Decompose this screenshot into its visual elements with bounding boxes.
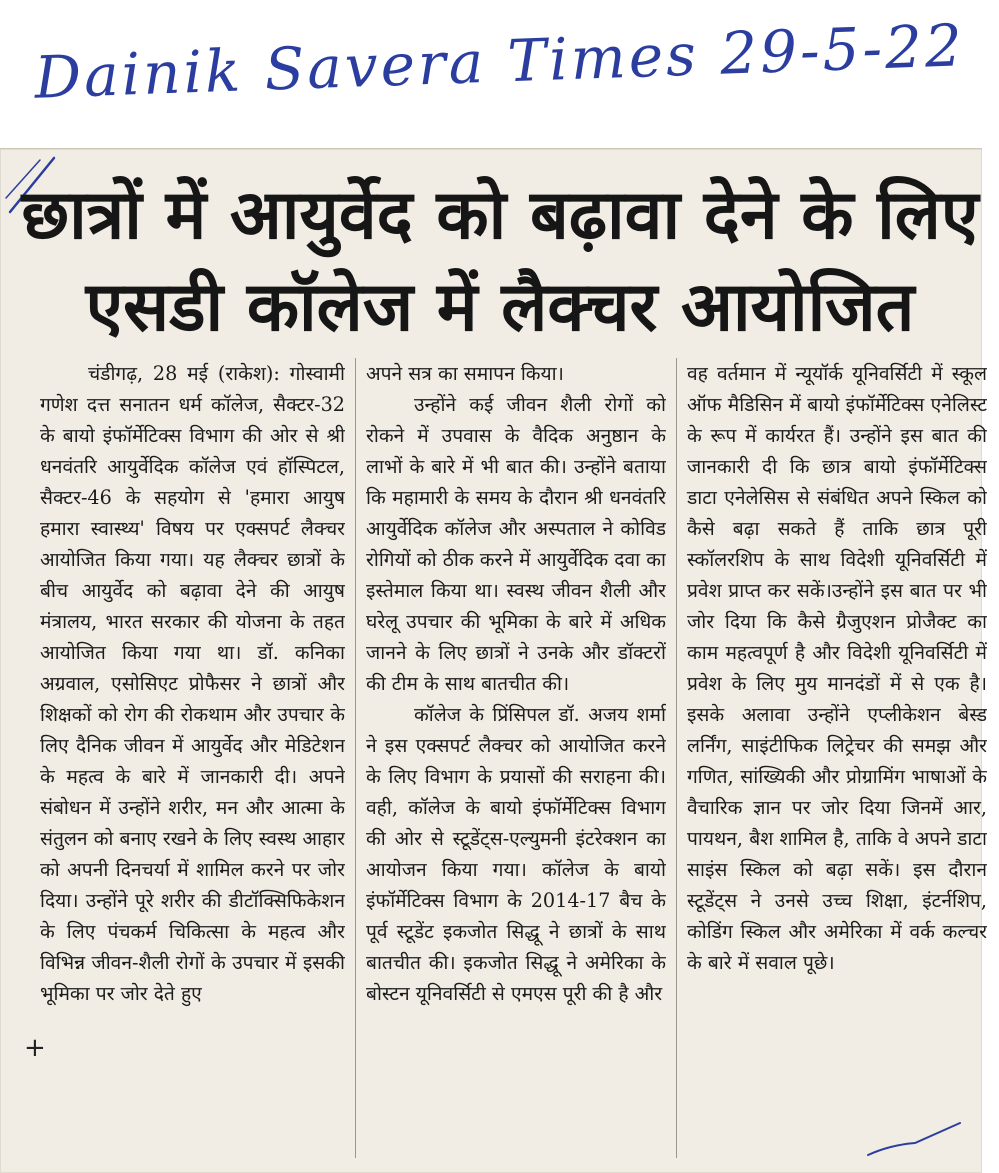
column2-paragraph-1: अपने सत्र का समापन किया। xyxy=(366,362,564,385)
column2-paragraph-3: कॉलेज के प्रिंसिपल डॉ. अजय शर्मा ने इस एक्सपर्ट लैक्चर को आयोजित करने के लिए विभाग के प्रयासों की सराहना की।वही, कॉलेज के बायो इंफॉर्मेटिक्स विभाग की ओर से स्टूडेंट्स-एल्युमनी इंटरेक्शन का आयोजन किया गया। कॉलेज के बायो इंफॉर्मेटिक्स विभाग के 2014-17 बैच के पूर्व स्टूडेंट इकजोत सिद्धू ने छात्रों के साथ बातचीत की। इकजोत सिद्धू ने अमेरिका के बोस्टन यूनिवर्सिटी से एमएस पूरी की है और xyxy=(366,703,666,1005)
headline-line-1: छात्रों में आयुर्वेद को बढ़ावा देने के लिए xyxy=(21,176,979,255)
column1-paragraph-1: चंडीगढ़, 28 मई (राकेश): गोस्वामी गणेश दत्त सनातन धर्म कॉलेज, सैक्टर-32 के बायो इंफॉर्मेटिक्स विभाग की ओर से श्री धनवंतरि आयुर्वेदिक कॉलेज एवं हॉस्पिटल, सैक्टर-46 के सहयोग से 'हमारा आयुष हमारा स्वास्थ्य' विषय पर एक्सपर्ट लैक्चर आयोजित किया गया। यह लैक्चर छात्रों के बीच आयुर्वेद को बढ़ावा देने की आयुष मंत्रालय, भारत सरकार की योजना के तहत आयोजित किया गया था। डॉ. कनिका अग्रवाल, एसोसिएट प्रोफैसर ने छात्रों और शिक्षकों को रोग की रोकथाम और उपचार के लिए दैनिक जीवन में आयुर्वेद और मेडिटेशन के महत्व के बारे में जानकारी दी। अपने संबोधन में उन्होंने शरीर, मन और आत्मा के संतुलन को बनाए रखने के लिए स्वस्थ आहार को अपनी दिनचर्या में शामिल करने पर जोर दिया। उन्होंने पूरे शरीर की डीटॉक्सिफिकेशन के लिए पंचकर्म चिकित्सा के महत्व और विभिन्न जीवन-शैली रोगों के उपचार में इसकी भूमिका पर जोर देते हुए xyxy=(40,362,345,1005)
plus-mark-icon: + xyxy=(24,1033,46,1063)
column3-paragraph-1: वह वर्तमान में न्यूयॉर्क यूनिवर्सिटी में स्कूल ऑफ मैडिसिन में बायो इंफॉर्मेटिक्स एनेलिस्ट के रूप में कार्यरत हैं। उन्होंने इस बात की जानकारी दी कि छात्र बायो इंफॉर्मेटिक्स डाटा एनेलेसिस से संबंधित अपने स्किल को कैसे बढ़ा सकते हैं ताकि छात्र पूरी स्कॉलरशिप के साथ विदेशी यूनिवर्सिटी में प्रवेश प्राप्त कर सकें।उन्होंने इस बात पर भी जोर दिया कि कैसे ग्रैजुएशन प्रोजैक्ट का काम महत्वपूर्ण है और विदेशी यूनिवर्सिटी में प्रवेश के लिए मुय मानदंडों में से एक है। इसके अलावा उन्होंने एप्लीकेशन बेस्ड लर्निंग, साइंटीफिक लिट्रेचर की समझ और गणित, सांख्यिकी और प्रोग्रामिंग भाषाओं के वैचारिक ज्ञान पर जोर दिया जिनमें आर, पायथन, बैश शामिल है, ताकि वे अपने डाटा साइंस स्किल को बढ़ा सकें। इस दौरान स्टूडेंट्स ने उनसे उच्च शिक्षा, इंटर्नशिप, कोडिंग स्किल और अमेरिका में वर्क कल्चर के बारे में सवाल पूछे। xyxy=(687,362,987,974)
handwritten-source-note: Dainik Savera Times 29-5-22 xyxy=(33,11,966,112)
headline-line-2: एसडी कॉलेज में लैक्चर आयोजित xyxy=(85,268,915,347)
article-headline xyxy=(20,170,980,354)
article-column-1 xyxy=(40,358,345,1158)
article-body xyxy=(40,358,987,1158)
column2-paragraph-2: उन्होंने कई जीवन शैली रोगों को रोकने में उपवास के वैदिक अनुष्ठान के लाभों के बारे में भी बात की। उन्होंने बताया कि महामारी के समय के दौरान श्री धनवंतरि आयुर्वेदिक कॉलेज और अस्पताल ने कोविड रोगियों को ठीक करने में आयुर्वेदिक दवा का इस्तेमाल किया था। स्वस्थ जीवन शैली और घरेलू उपचार की भूमिका के बारे में अधिक जानने के लिए छात्रों ने उनके और डॉक्टरों की टीम के साथ बातचीत की। xyxy=(366,393,666,695)
article-column-2 xyxy=(355,358,666,1158)
article-column-3 xyxy=(676,358,987,1158)
pen-tick-mark xyxy=(860,1115,970,1165)
